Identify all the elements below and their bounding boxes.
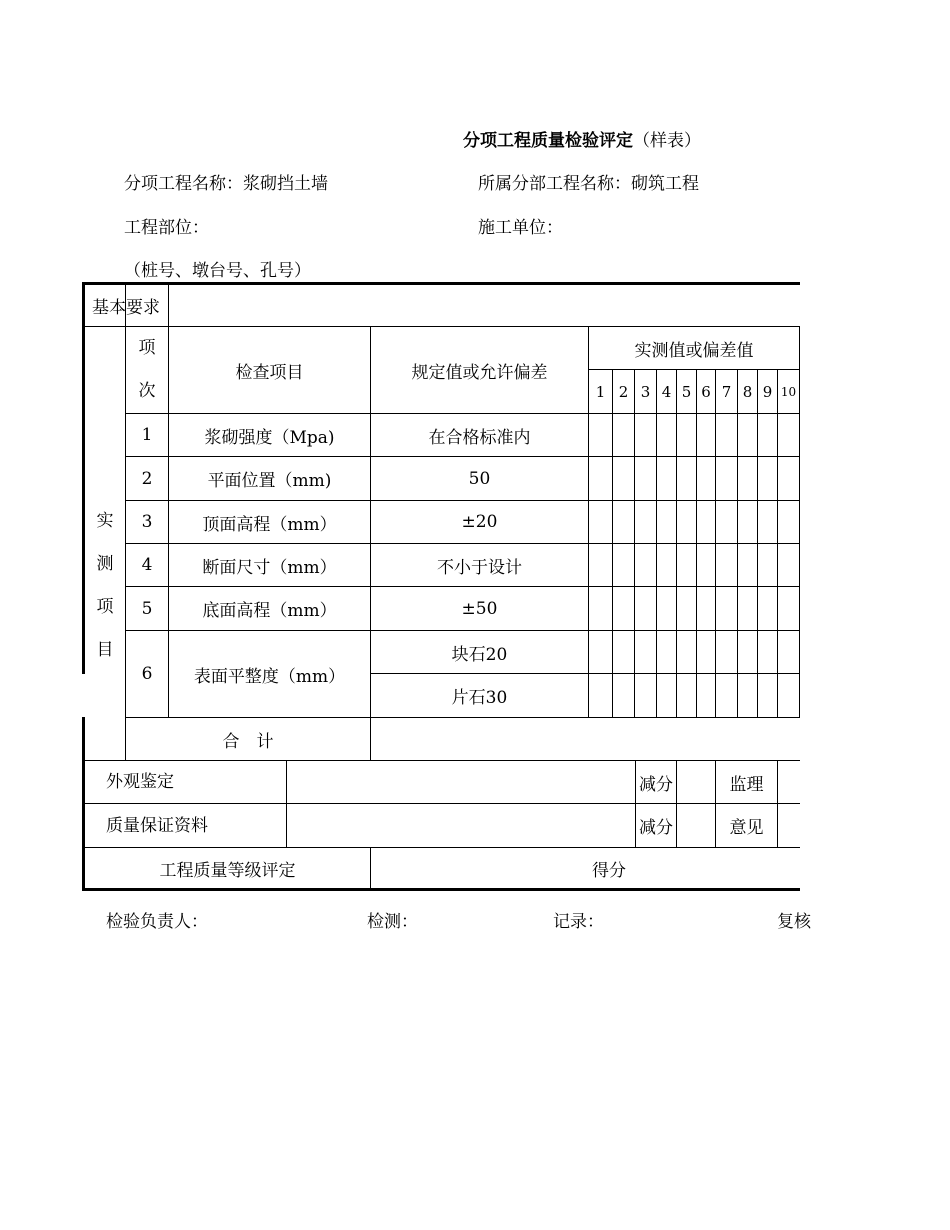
row-5-no: 5 — [141, 598, 153, 619]
appearance-label: 外观鉴定 — [106, 772, 174, 792]
row-5-item: 底面高程（mm） — [202, 601, 337, 621]
measure-col-7: 7 — [721, 382, 732, 401]
basic-requirements-label: 基本要求 — [92, 297, 160, 318]
measure-col-8: 8 — [742, 382, 753, 401]
col-check-item-header: 检查项目 — [235, 362, 304, 383]
col-spec-header: 规定值或允许偏差 — [411, 362, 548, 383]
appearance-deduction: 减分 — [639, 774, 673, 795]
measured-char-4: 目 — [96, 640, 114, 660]
title-main: 分项工程质量检验评定 — [463, 131, 633, 151]
row-4-item: 断面尺寸（mm） — [202, 557, 337, 578]
division-name: 所属分部工程名称：砌筑工程 — [478, 174, 699, 194]
project-location: 工程部位： — [124, 218, 209, 238]
measure-col-4: 4 — [661, 382, 672, 401]
page-title — [463, 131, 701, 151]
measured-char-1: 实 — [96, 511, 114, 531]
footer-inspector: 检验负责人： — [106, 912, 208, 932]
row-4-spec: 不小于设计 — [437, 557, 522, 578]
measure-col-10: 10 — [780, 384, 797, 399]
row-2-no: 2 — [141, 468, 153, 489]
row-3-spec: ±20 — [461, 512, 498, 532]
footer-testing: 检测： — [367, 912, 418, 932]
row-1-no: 1 — [141, 425, 153, 445]
measure-col-3: 3 — [640, 382, 651, 401]
row-5-spec: ±50 — [461, 598, 498, 619]
supervisor-label-top: 监理 — [729, 774, 764, 795]
col-item-no-header — [126, 327, 168, 413]
row-4-no: 4 — [141, 555, 153, 575]
col-item-no-char-2: 次 — [138, 381, 156, 401]
quality-docs-label: 质量保证资料 — [106, 816, 208, 836]
row-6-item: 表面平整度（mm） — [193, 666, 346, 687]
row-2-spec: 50 — [468, 468, 491, 489]
footer-record: 记录： — [553, 912, 604, 932]
measure-col-2: 2 — [618, 382, 629, 401]
measure-col-1: 1 — [595, 382, 606, 401]
total-label: 合 计 — [222, 731, 274, 752]
grade-label: 工程质量等级评定 — [159, 860, 296, 881]
title-suffix: （样表） — [633, 131, 701, 151]
row-1-spec: 在合格标准内 — [428, 427, 531, 448]
score-label: 得分 — [592, 860, 626, 881]
measured-items-label — [85, 500, 125, 672]
measure-col-6: 6 — [701, 382, 711, 401]
pile-note: （桩号、墩台号、孔号） — [124, 261, 311, 281]
quality-docs-deduction: 减分 — [639, 818, 673, 838]
footer-review-clip — [777, 912, 811, 934]
row-3-no: 3 — [141, 512, 153, 532]
construction-unit: 施工单位： — [478, 218, 563, 238]
measured-char-3: 项 — [96, 597, 114, 617]
col-measured-header: 实测值或偏差值 — [634, 340, 754, 361]
row-2-item: 平面位置（mm) — [207, 471, 332, 491]
row-3-item: 顶面高程（mm） — [202, 514, 337, 535]
row-6-no: 6 — [141, 664, 153, 684]
row-6-spec-a: 块石20 — [451, 644, 508, 665]
row-6-spec-b: 片石30 — [451, 688, 508, 708]
footer-review: 复核 — [777, 912, 811, 932]
measured-char-2: 测 — [96, 554, 114, 574]
col-item-no-char-1: 项 — [138, 338, 156, 358]
measure-col-9: 9 — [762, 382, 773, 401]
row-1-item: 浆砌强度（Mpa) — [204, 427, 335, 448]
measure-col-5: 5 — [681, 382, 692, 401]
supervisor-label-bottom: 意见 — [729, 818, 764, 838]
subitem-name: 分项工程名称：浆砌挡土墙 — [124, 174, 328, 194]
